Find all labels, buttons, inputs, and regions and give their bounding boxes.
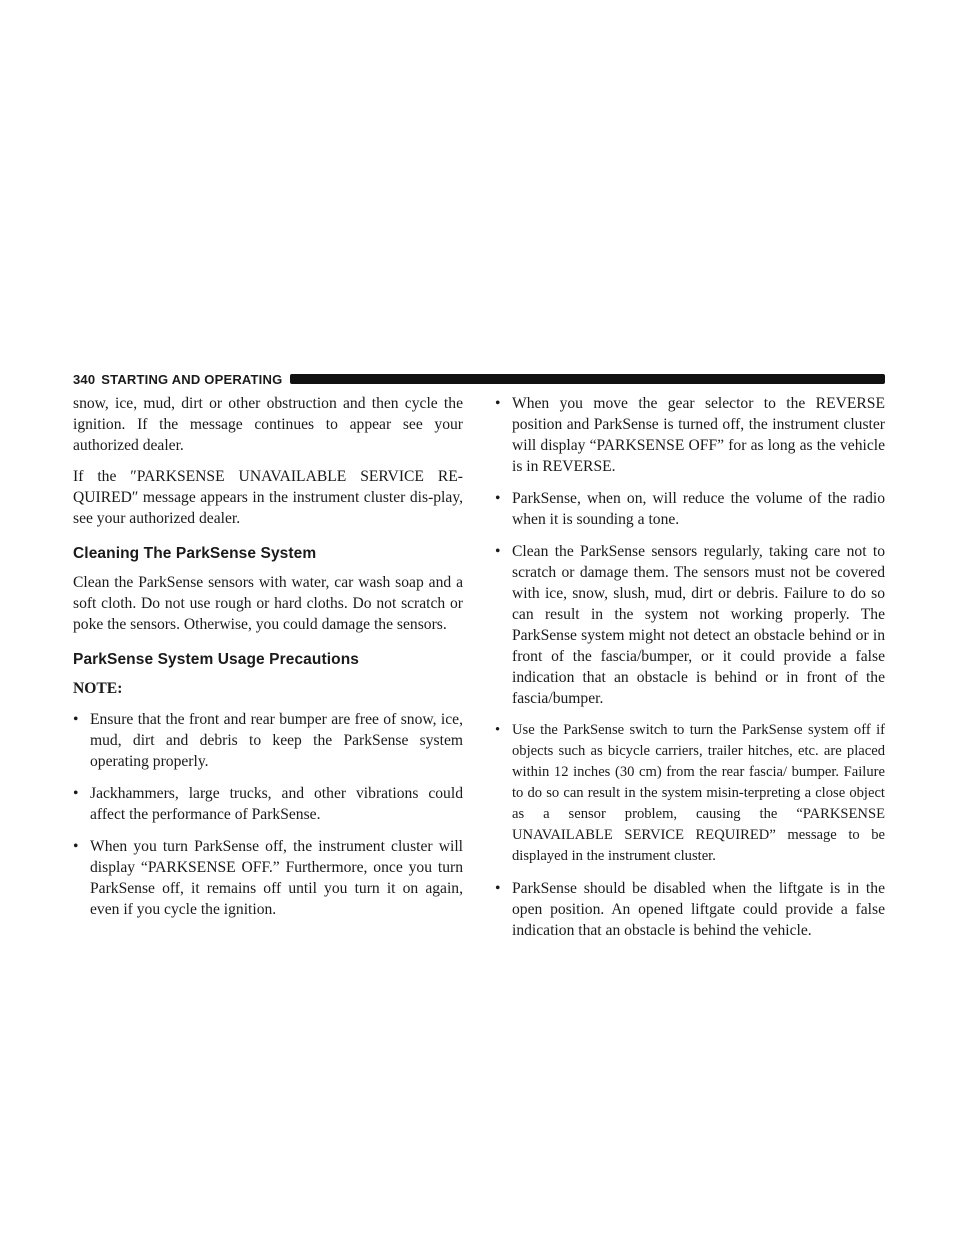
list-item-text: Use the ParkSense switch to turn the ParkSense system off if objects such as bicycle carriers, trailer hitches, etc. are placed within 12 inches (30 cm) from the rear fascia/ bumper. Failure to do so can result in the system misin-terpreting a close object as a sensor problem, causing the “PARKSENSE UNAVAILABLE SERVICE REQUIRED” message to be displayed in the instrument cluster. (512, 722, 885, 864)
list-item (495, 720, 885, 867)
page-header (73, 370, 885, 388)
list-item-text: When you move the gear selector to the REVERSE position and ParkSense is turned off, the instrument cluster will display “PARKSENSE OFF” for as long as the vehicle is in REVERSE. (512, 395, 885, 475)
header-rule (290, 374, 885, 384)
bullet-icon: • (495, 395, 501, 412)
paragraph-service-message: If the ″PARKSENSE UNAVAILABLE SERVICE RE-QUIRED″ message appears in the instrument cluster dis-play, see your authorized dealer. (73, 468, 463, 527)
list-item (495, 488, 885, 530)
precautions-list-right (495, 393, 885, 941)
bullet-icon: • (73, 838, 79, 855)
paragraph-continued: snow, ice, mud, dirt or other obstruction and then cycle the ignition. If the message continues to appear see your authorized dealer. (73, 395, 463, 454)
list-item-text: When you turn ParkSense off, the instrument cluster will display “PARKSENSE OFF.” Furthermore, once you turn ParkSense off, it remains off until you turn it on again, even if you cycle the ignition. (90, 838, 463, 918)
right-column (495, 393, 885, 952)
heading-cleaning: Cleaning The ParkSense System (73, 545, 317, 562)
bullet-icon: • (495, 880, 501, 897)
list-item-text: ParkSense, when on, will reduce the volume of the radio when it is sounding a tone. (512, 490, 885, 528)
list-item (73, 783, 463, 825)
list-item-text: Ensure that the front and rear bumper are free of snow, ice, mud, dirt and debris to keep the ParkSense system operating properly. (90, 711, 463, 770)
precautions-list-left (73, 709, 463, 920)
heading-precautions: ParkSense System Usage Precautions (73, 651, 359, 668)
list-item-text: Clean the ParkSense sensors regularly, taking care not to scratch or damage them. The sensors must not be covered with ice, snow, slush, mud, dirt or debris. Failure to do so can result in the system not working properly. The ParkSense system might not detect an obstacle behind or in front of the fascia/bumper, or it could provide a false indication that an obstacle is behind or in front of the fascia/bumper. (512, 543, 885, 707)
list-item-text: Jackhammers, large trucks, and other vibrations could affect the performance of ParkSense. (90, 785, 463, 823)
bullet-icon: • (73, 711, 79, 728)
bullet-icon: • (495, 722, 501, 738)
left-column (73, 393, 463, 931)
note-label: NOTE: (73, 680, 123, 697)
list-item (73, 836, 463, 920)
list-item (495, 878, 885, 941)
list-item (73, 709, 463, 772)
list-item-text: ParkSense should be disabled when the liftgate is in the open position. An opened liftgate could provide a false indication that an obstacle is behind the vehicle. (512, 880, 885, 939)
bullet-icon: • (495, 543, 501, 560)
page-number: 340 (73, 371, 96, 387)
bullet-icon: • (73, 785, 79, 802)
list-item (495, 541, 885, 709)
paragraph-cleaning: Clean the ParkSense sensors with water, car wash soap and a soft cloth. Do not use rough or hard cloths. Do not scratch or poke the sensors. Otherwise, you could damage the sensors. (73, 574, 463, 633)
list-item (495, 393, 885, 477)
bullet-icon: • (495, 490, 501, 507)
section-title: STARTING AND OPERATING (101, 371, 283, 387)
